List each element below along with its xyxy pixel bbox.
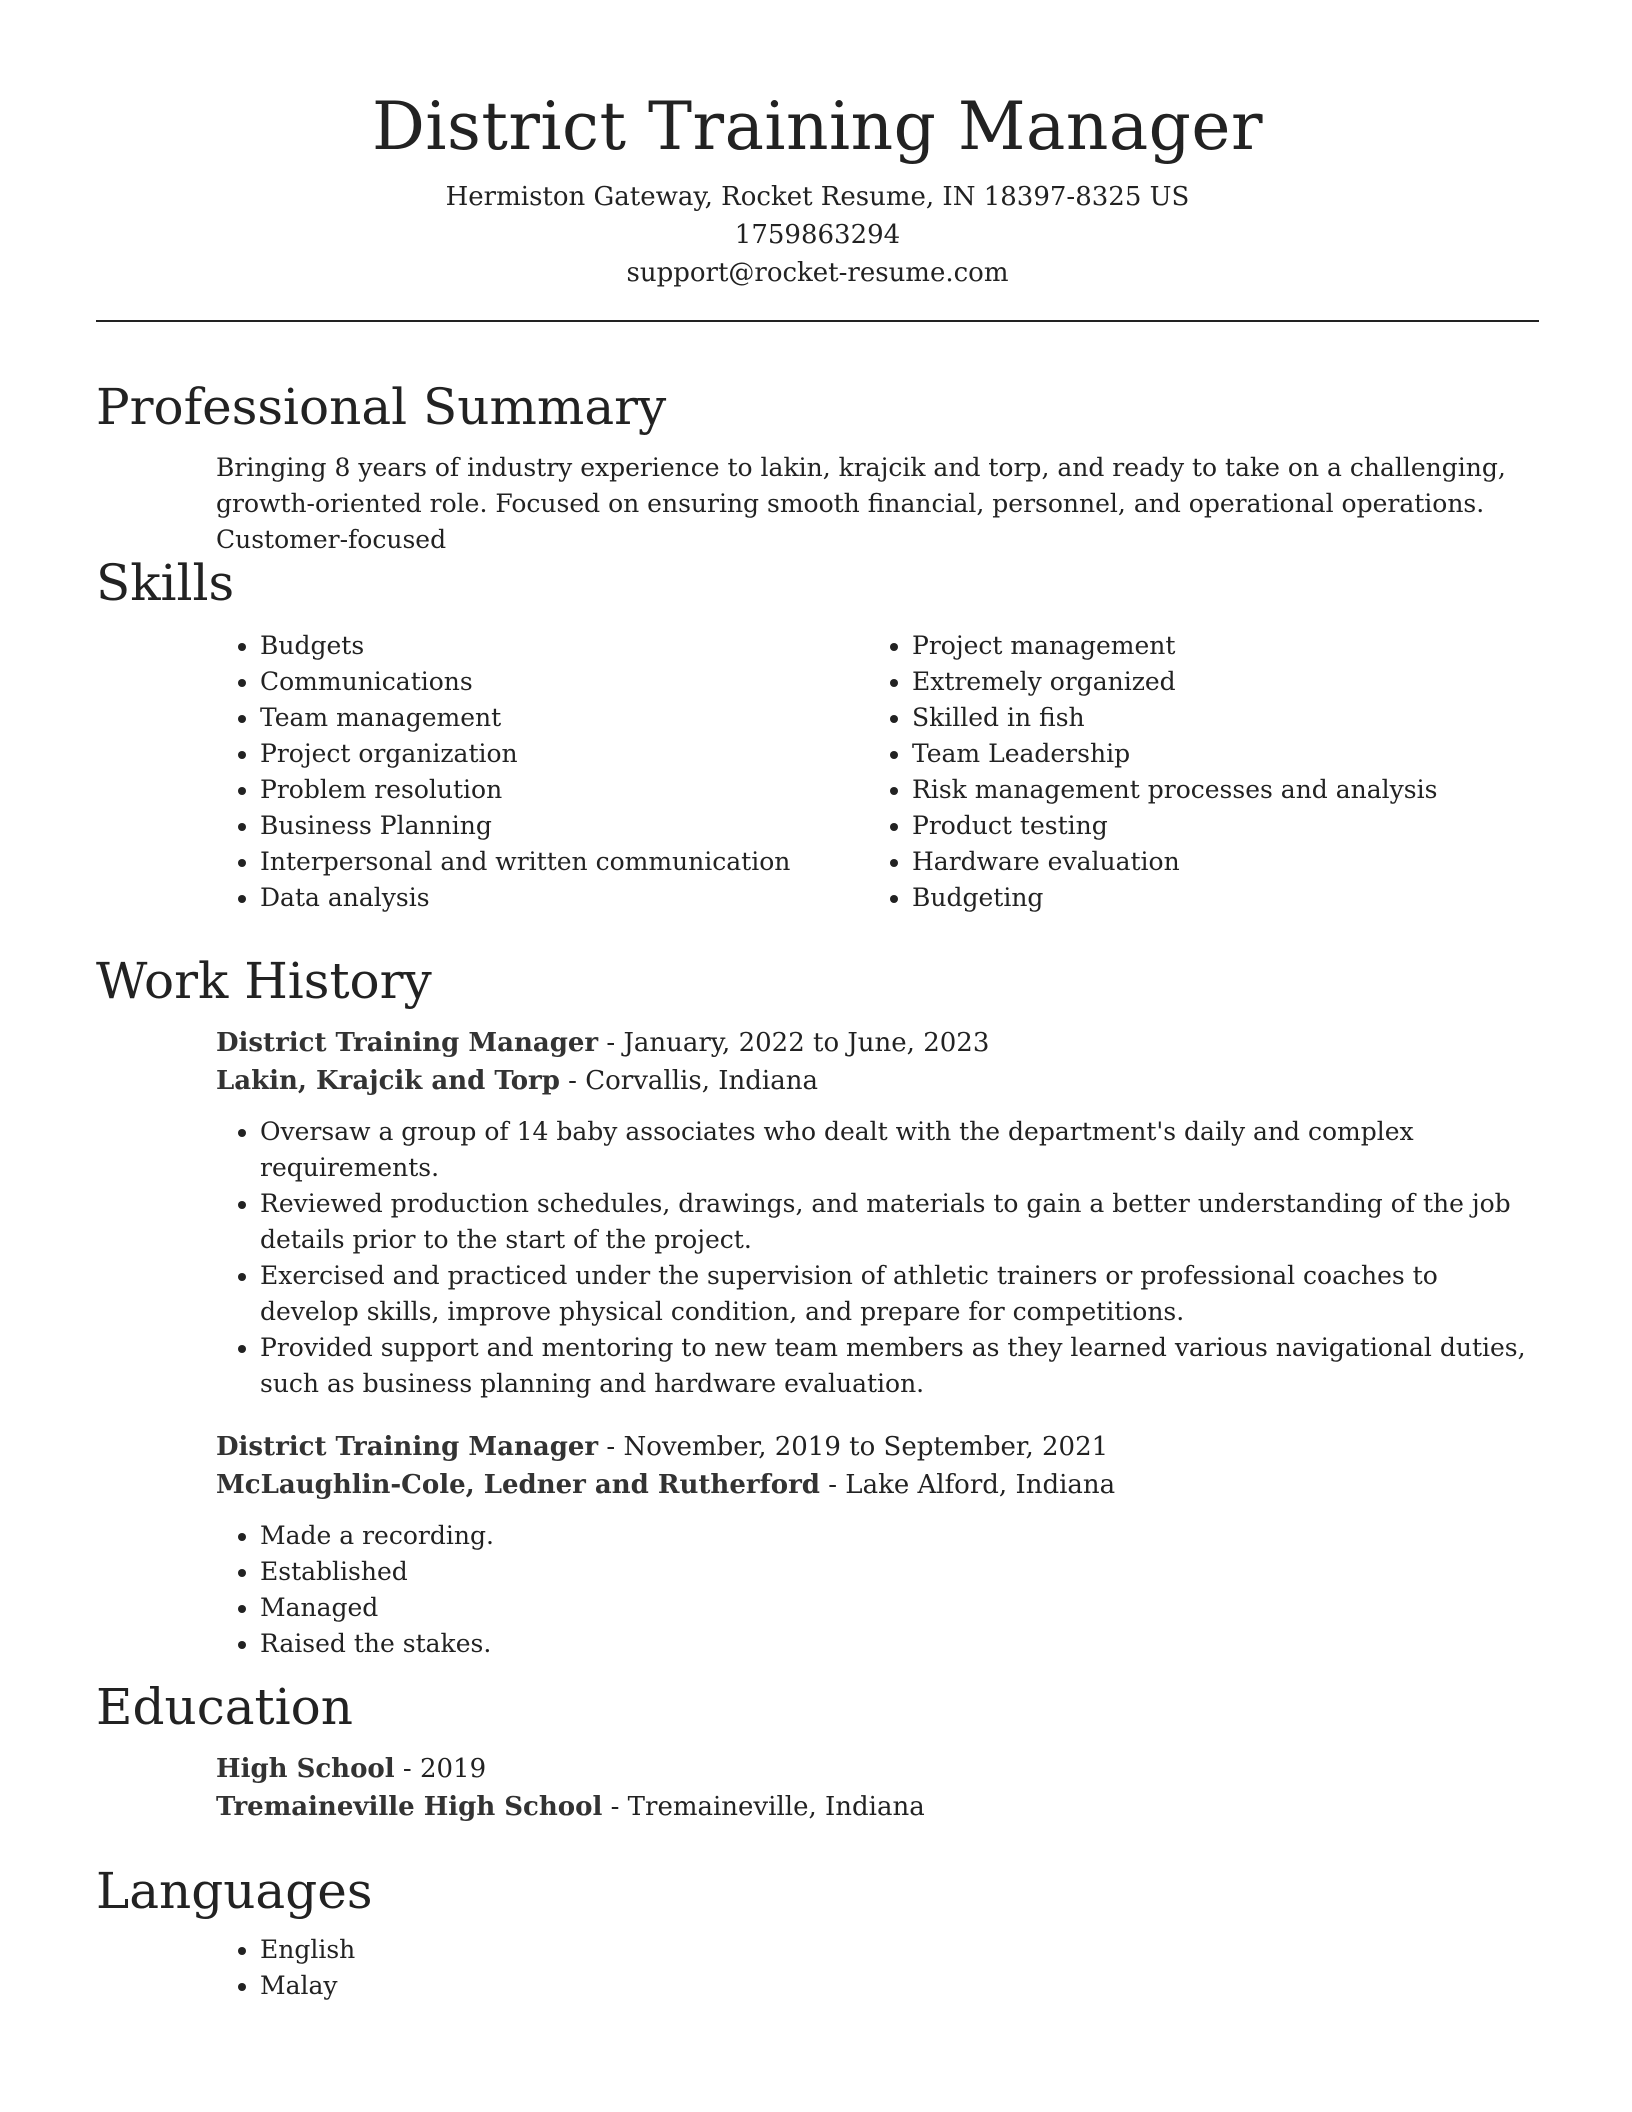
skills-list-left: [216, 628, 868, 916]
summary-title: Professional Summary: [96, 378, 667, 436]
skill-item: • Interpersonal and written communication: [260, 844, 868, 880]
job-bullet: • Reviewed production schedules, drawings, and materials to gain a better understanding of the job details prior to the start of the project.: [260, 1186, 1539, 1258]
contact-block: [96, 178, 1539, 292]
skill-item: • Communications: [260, 664, 868, 700]
contact-address: Hermiston Gateway, Rocket Resume, IN 18397-8325 US: [445, 182, 1190, 212]
job-bullet: • Provided support and mentoring to new team members as they learned various navigational duties, such as business planning and hardware evaluation.: [260, 1330, 1539, 1402]
education-entry: [96, 1750, 1539, 1826]
education-degree: High School: [216, 1754, 395, 1784]
education-degree-line: [216, 1750, 1539, 1788]
language-item: • Malay: [260, 1968, 1539, 2004]
education-school: Tremaineville High School: [216, 1792, 603, 1822]
skill-item: • Skilled in fish: [912, 700, 1512, 736]
work-history-section: [96, 950, 1539, 1662]
job-company-line: [216, 1062, 1539, 1100]
resume-page: [96, 0, 1539, 2000]
education-location: - Tremaineville, Indiana: [602, 1792, 925, 1822]
job-company: McLaughlin-Cole, Ledner and Rutherford: [216, 1470, 820, 1500]
education-title: Education: [96, 1678, 353, 1736]
skill-item: • Data analysis: [260, 880, 868, 916]
job-location: - Corvallis, Indiana: [559, 1066, 818, 1096]
work-history-title: Work History: [96, 952, 432, 1010]
skills-section: [96, 552, 1539, 916]
skill-item: • Business Planning: [260, 808, 868, 844]
language-item: • English: [260, 1932, 1539, 1968]
job-title-line: [216, 1024, 1539, 1062]
contact-email: support@rocket-resume.com: [626, 258, 1009, 288]
skill-item: • Budgeting: [912, 880, 1512, 916]
languages-list: [216, 1932, 1539, 2004]
education-year: - 2019: [394, 1754, 487, 1784]
candidate-name: District Training Manager: [371, 88, 1264, 165]
job-role: District Training Manager: [216, 1028, 599, 1058]
skill-item: • Project organization: [260, 736, 868, 772]
skill-item: • Project management: [912, 628, 1512, 664]
job-dates: - November, 2019 to September, 2021: [598, 1432, 1109, 1462]
contact-phone: 1759863294: [734, 220, 901, 250]
job-bullet: • Established: [260, 1554, 1539, 1590]
education-school-line: [216, 1788, 1539, 1826]
job-bullet: • Managed: [260, 1590, 1539, 1626]
job-location: - Lake Alford, Indiana: [819, 1470, 1116, 1500]
skill-item: • Product testing: [912, 808, 1512, 844]
skill-item: • Team management: [260, 700, 868, 736]
header-divider: [96, 320, 1539, 322]
job-role: District Training Manager: [216, 1432, 599, 1462]
languages-title: Languages: [96, 1862, 373, 1920]
job-entry: [96, 1428, 1539, 1662]
job-bullets: [216, 1114, 1539, 1402]
skill-item: • Risk management processes and analysis: [912, 772, 1512, 808]
skills-title: Skills: [96, 554, 235, 612]
job-company: Lakin, Krajcik and Torp: [216, 1066, 560, 1096]
job-bullet: • Made a recording.: [260, 1518, 1539, 1554]
job-title-line: [216, 1428, 1539, 1466]
skill-item: • Extremely organized: [912, 664, 1512, 700]
skill-item: • Team Leadership: [912, 736, 1512, 772]
skills-list-right: [868, 628, 1512, 916]
skills-columns: [216, 628, 1539, 916]
job-entry: [96, 1024, 1539, 1402]
skill-item: • Problem resolution: [260, 772, 868, 808]
job-dates: - January, 2022 to June, 2023: [598, 1028, 990, 1058]
languages-section: [96, 1860, 1539, 2004]
skill-item: • Budgets: [260, 628, 868, 664]
skill-item: • Hardware evaluation: [912, 844, 1512, 880]
summary-text: Bringing 8 years of industry experience to lakin, krajcik and torp, and ready to take on a challenging, growth-oriented role. Focused on ensuring smooth financial, personnel, and operational operations. Customer-focused: [216, 453, 1506, 554]
job-company-line: [216, 1466, 1539, 1504]
job-bullets: [216, 1518, 1539, 1662]
job-bullet: • Oversaw a group of 14 baby associates who dealt with the department's daily and complex requirements.: [260, 1114, 1539, 1186]
summary-section: [96, 376, 1539, 558]
education-section: [96, 1676, 1539, 1826]
job-bullet: • Raised the stakes.: [260, 1626, 1539, 1662]
job-bullet: • Exercised and practiced under the supervision of athletic trainers or professional coaches to develop skills, improve physical condition, and prepare for competitions.: [260, 1258, 1539, 1330]
